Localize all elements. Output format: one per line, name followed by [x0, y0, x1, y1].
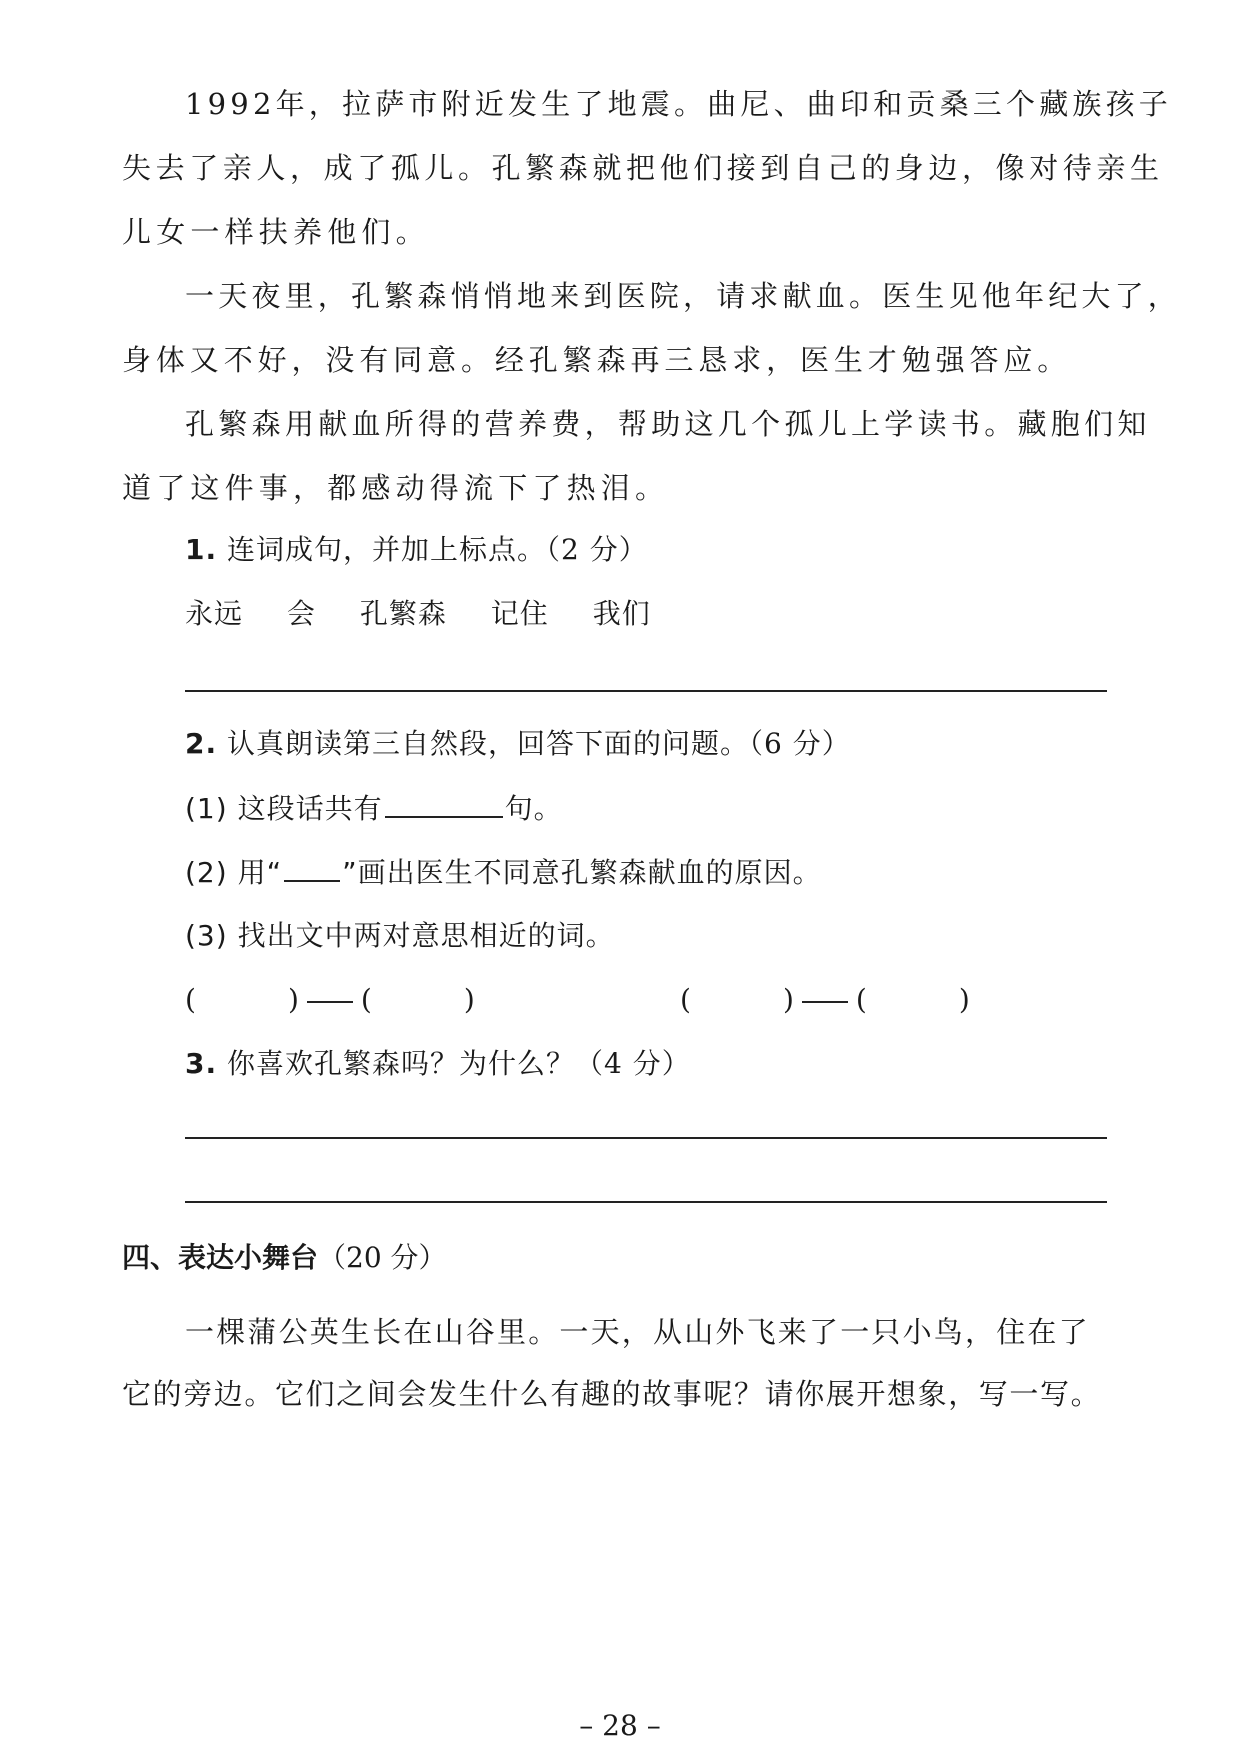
question-3-score: （4 分） [575, 1047, 691, 1080]
word-4: 记住 [490, 597, 549, 630]
question-2-score: （6 分） [749, 727, 851, 760]
question-2-sub-1 [185, 790, 563, 827]
word-3: 孔繁森 [359, 597, 447, 630]
question-3-text: 你喜欢孔繁森吗？为什么？ [227, 1047, 576, 1080]
question-3 [185, 1046, 691, 1082]
question-1-score: （2 分） [546, 533, 648, 566]
question-3-number: 3. [185, 1047, 218, 1080]
passage-line-2: 失去了亲人，成了孤儿。孔繁森就把他们接到自己的身边，像对待亲生 [122, 151, 1164, 185]
passage-line-3: 儿女一样扶养他们。 [122, 215, 430, 249]
passage-line-4: 一天夜里，孔繁森悄悄地来到医院，请求献血。医生见他年纪大了， [185, 279, 1182, 313]
sentence-count-blank[interactable] [385, 790, 503, 818]
passage-line-5: 身体又不好，没有同意。经孔繁森再三恳求，医生才勉强答应。 [122, 343, 1072, 377]
section-4-line-2: 它的旁边。它们之间会发生什么有趣的故事呢？请你展开想象，写一写。 [122, 1377, 1102, 1411]
question-1-text: 连词成句，并加上标点。 [227, 533, 547, 566]
word-pair-1[interactable] [185, 982, 475, 1018]
paren-open: ( [680, 983, 691, 1016]
passage-line-1: 1992年，拉萨市附近发生了地震。曲尼、曲印和贡桑三个藏族孩子 [185, 87, 1173, 121]
sub-1-suffix: 句。 [504, 792, 563, 825]
question-3-answer-line-2[interactable] [185, 1201, 1107, 1203]
question-2-sub-3: (3) 找出文中两对意思相近的词。 [185, 919, 615, 952]
paren-open: ( [185, 983, 196, 1016]
section-4-score: （20 分） [318, 1241, 447, 1274]
paren-open: ( [855, 983, 867, 1016]
question-3-answer-line-1[interactable] [185, 1137, 1107, 1139]
paren-open: ( [360, 983, 372, 1016]
question-2-text: 认真朗读第三自然段，回答下面的问题。 [227, 727, 750, 760]
sub-1-prefix: (1) 这段话共有 [185, 792, 383, 825]
question-2-number: 2. [185, 727, 218, 760]
word-pair-2[interactable] [680, 982, 970, 1018]
word-1: 永远 [185, 597, 244, 630]
section-4-title [122, 1240, 447, 1276]
page-number: – 28 – [579, 1709, 661, 1742]
question-1-number: 1. [185, 533, 218, 566]
dash [802, 1001, 848, 1003]
question-1 [185, 532, 648, 568]
section-4-line-1: 一棵蒲公英生长在山谷里。一天，从山外飞来了一只小鸟，住在了 [185, 1315, 1090, 1349]
passage-line-6: 孔繁森用献血所得的营养费，帮助这几个孤儿上学读书。藏胞们知 [185, 407, 1151, 441]
sub-2-prefix: (2) 用“ [185, 856, 283, 889]
section-4-heading: 四、表达小舞台 [122, 1241, 319, 1274]
passage-line-7: 道了这件事，都感动得流下了热泪。 [122, 471, 670, 505]
paren-close: ) [463, 983, 475, 1016]
question-1-answer-line[interactable] [185, 690, 1107, 692]
underline-sample [284, 854, 340, 882]
paren-close: ) [782, 983, 794, 1016]
sub-2-suffix: ”画出医生不同意孔繁森献血的原因。 [342, 856, 822, 889]
word-2: 会 [286, 597, 316, 630]
dash [307, 1001, 353, 1003]
paren-close: ) [958, 983, 970, 1016]
question-1-words [185, 596, 685, 632]
paren-close: ) [287, 983, 299, 1016]
question-2 [185, 726, 851, 762]
question-2-sub-2 [185, 854, 822, 891]
word-5: 我们 [592, 597, 651, 630]
